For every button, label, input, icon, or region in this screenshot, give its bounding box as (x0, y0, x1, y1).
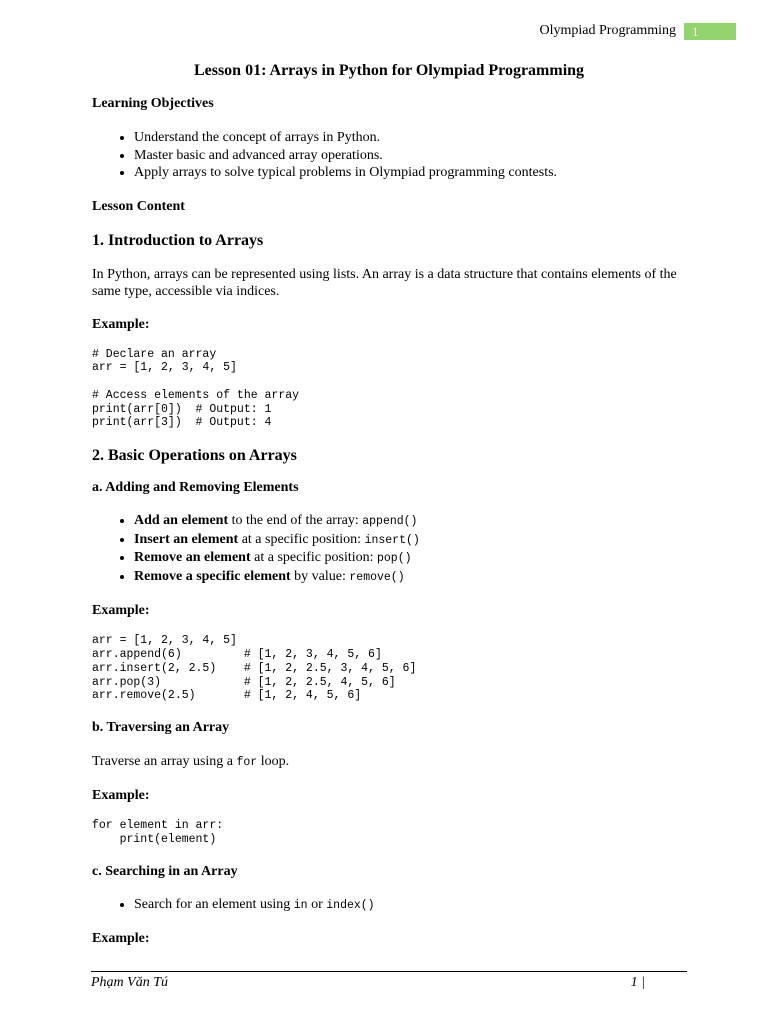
list-item: • Remove an element at a specific position: pop() (134, 549, 692, 568)
section-1-heading: 1. Introduction to Arrays (92, 231, 264, 249)
code-block-1: # Declare an array arr = [1, 2, 3, 4, 5] # Access elements of the array print(arr[0]) # Output: 1 print(arr[3]) # Output: 4 (92, 347, 300, 430)
list-item: • Add an element to the end of the array: append() (134, 512, 692, 531)
section-2a-heading: a. Adding and Removing Elements (92, 480, 299, 496)
example-label: Example: (92, 316, 150, 332)
section-2b-paragraph: Traverse an array using a for loop. (92, 754, 290, 770)
section-2c-heading: c. Searching in an Array (92, 863, 238, 879)
operations-list (92, 512, 692, 586)
example-label: Example: (92, 931, 150, 947)
list-item: • Insert an element at a specific position: insert() (134, 531, 692, 550)
lesson-content-heading: Lesson Content (92, 198, 185, 214)
footer-author: Phạm Văn Tú (91, 975, 168, 990)
learning-objectives-list (92, 129, 692, 182)
list-item: • Remove a specific element by value: remove() (134, 568, 692, 587)
code-block-2: arr = [1, 2, 3, 4, 5] arr.append(6) # [1, 2, 3, 4, 5, 6] arr.insert(2, 2.5) # [1, 2, 2.5, 3, 4, 5, 6] arr.pop(3) # [1, 2, 2.5, 4, 5, 6] arr.remove(2.5) # [1, 2, 4, 5, 6] (92, 634, 417, 703)
section-2b-heading: b. Traversing an Array (92, 720, 230, 736)
list-item: • Search for an element using in or index() (134, 896, 692, 915)
header-page-number: 1 (684, 23, 736, 40)
lesson-body (92, 96, 692, 947)
footer-page-number: 1 | (630, 975, 645, 990)
list-item: • Apply arrays to solve typical problems in Olympiad programming contests. (134, 164, 692, 182)
search-list (92, 896, 692, 915)
learning-objectives-heading: Learning Objectives (92, 96, 214, 111)
list-item: • Understand the concept of arrays in Python. (134, 129, 692, 147)
list-item: • Master basic and advanced array operations. (134, 147, 692, 165)
section-2-heading: 2. Basic Operations on Arrays (92, 447, 297, 465)
page-header (540, 22, 737, 40)
page-footer (91, 971, 687, 990)
example-label: Example: (92, 788, 150, 804)
example-label: Example: (92, 603, 150, 619)
section-1-paragraph: In Python, arrays can be represented using lists. An array is a data structure that contains elements of the same type, accessible via indices. (92, 266, 677, 299)
header-title: Olympiad Programming (539, 23, 676, 38)
code-block-3: for element in arr: print(element) (92, 819, 224, 847)
lesson-title: Lesson 01: Arrays in Python for Olympiad Programming (193, 62, 585, 79)
